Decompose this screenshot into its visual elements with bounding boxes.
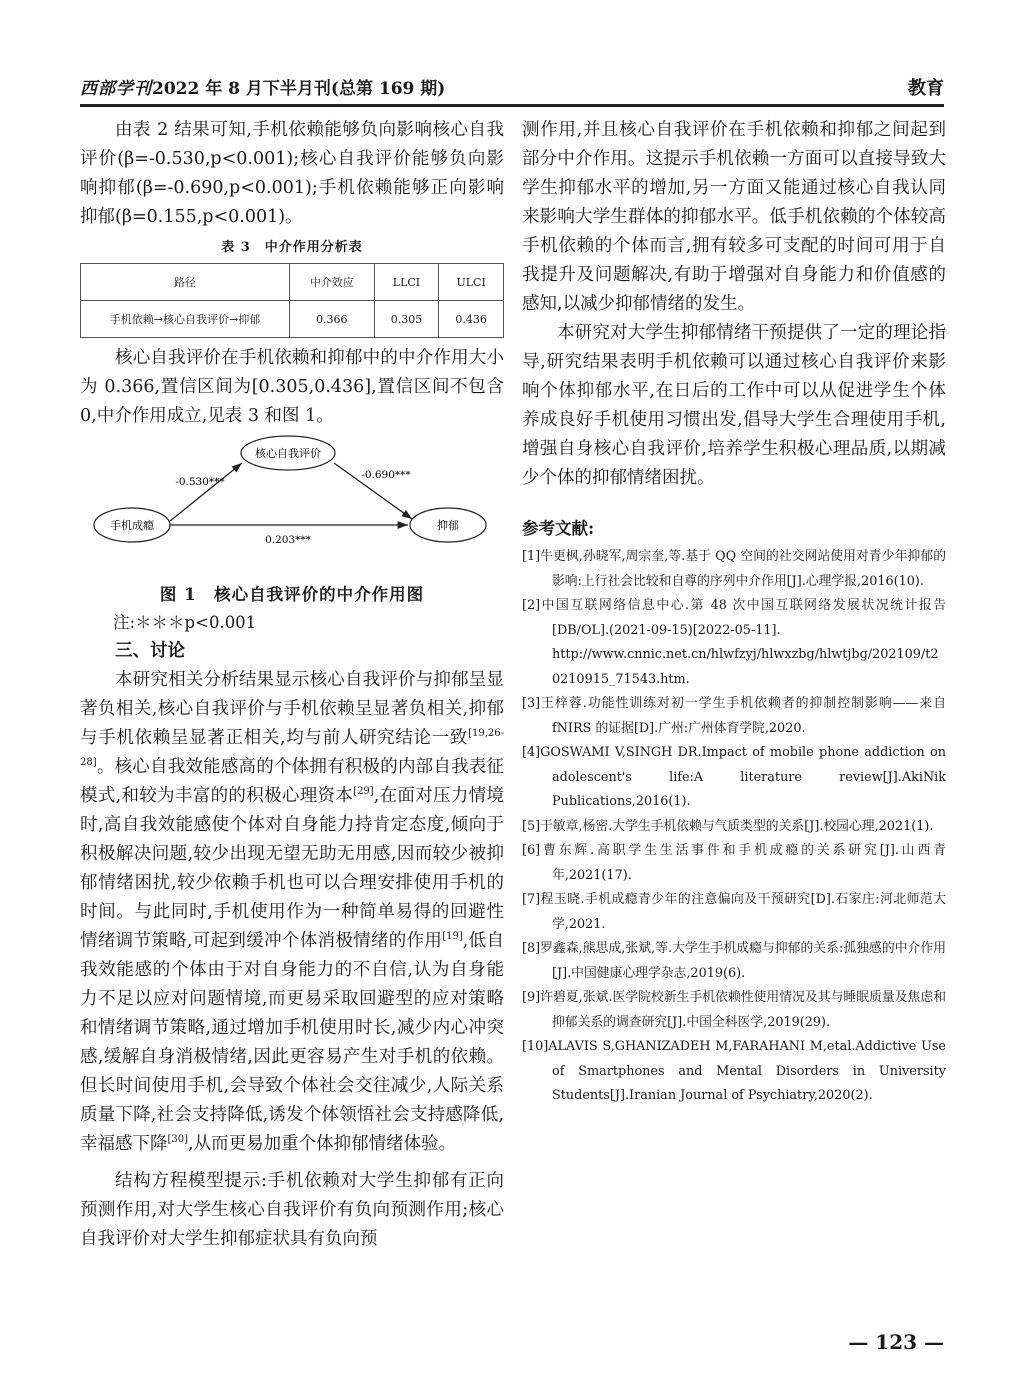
reference-item: [7]程玉晓.手机成瘾青少年的注意偏向及干预研究[D].石家庄:河北师范大学,2021. xyxy=(522,892,946,932)
issue-info: 2022 年 8 月下半月刊(总第 169 期) xyxy=(152,79,446,99)
citation-29: [29] xyxy=(353,786,374,798)
mediation-figure xyxy=(80,433,504,575)
discussion-text-5: ,从而更易加重个体抑郁情绪体验。 xyxy=(188,1134,457,1154)
table-header-row xyxy=(81,264,504,301)
coef-c-label: 0.203*** xyxy=(265,534,311,546)
table-cell-effect: 0.366 xyxy=(290,301,375,338)
node-top-label: 核心自我评价 xyxy=(255,447,321,460)
journal-logo: 西部学刊 xyxy=(80,79,152,99)
reference-item: [6]曹东辉.高职学生生活事件和手机成瘾的关系研究[J].山西青年,2021(17). xyxy=(522,843,946,883)
reference-item: [3]王梓蓉.功能性训练对初一学生手机依赖者的抑制控制影响——来自 fNIRS 的证据[D].广州:广州体育学院,2020. xyxy=(522,696,946,736)
discussion-text-3: ,在面对压力情境时,高自我效能感使个体对自身能力持肯定态度,倾向于积极解决问题,较少出现无望无助无用感,因而较少被抑郁情绪困扰,较少依赖手机也可以合理安排使用手机的时间。与此同时,手机使用作为一种简单易得的回避性情绪调节策略,可起到缓冲个体消极情绪的作用 xyxy=(80,786,505,951)
figure-note: 注:＊＊＊p<0.001 xyxy=(113,613,257,632)
paragraph-continued: 测作用,并且核心自我评价在手机依赖和抑郁之间起到部分中介作用。这提示手机依赖一方面可以直接导致大学生抑郁水平的增加,另一方面又能通过核心自我认同来影响大学生群体的抑郁水平。低手机依赖的个体较高手机依赖的个体而言,拥有较多可支配的时间可用于自我提升及问题解决,有助于增强对自身能力和价值感的感知,以减少抑郁情绪的发生。 xyxy=(522,120,946,314)
references-title: 参考文献: xyxy=(522,519,595,538)
figure-caption: 图 1 核心自我评价的中介作用图 xyxy=(159,585,425,604)
table-cell-llci: 0.305 xyxy=(374,301,439,338)
table-header-effect: 中介效应 xyxy=(290,264,375,301)
reference-url[interactable]: http://www.cnnic.net.cn/hlwfzyj/hlwxzbg/hlwtjbg/202109/t20210915_71543.htm. xyxy=(552,647,939,687)
section-heading-discussion: 三、讨论 xyxy=(115,641,185,661)
mediation-diagram xyxy=(80,433,504,575)
page-number: — 123 — xyxy=(848,1330,944,1354)
table-cell-ulci: 0.436 xyxy=(439,301,504,338)
mediation-table xyxy=(80,263,504,338)
paragraph-discussion xyxy=(80,666,504,1159)
paragraph-conclusion: 本研究对大学生抑郁情绪干预提供了一定的理论指导,研究结果表明手机依赖可以通过核心自我评价来影响个体抑郁水平,在日后的工作中可以从促进学生个体养成良好手机使用习惯出发,倡导大学生合理使用手机,增强自身核心自我评价,培养学生积极心理品质,以期减少个体的抑郁情绪困扰。 xyxy=(522,323,946,488)
table-caption: 表 3 中介作用分析表 xyxy=(221,240,363,255)
table-cell-path: 手机依赖→核心自我评价→抑郁 xyxy=(81,301,290,338)
reference-item: [4]GOSWAMI V,SINGH DR.Impact of mobile phone addiction on adolescent's life:A literature review[J].AkiNik Publications,2016(1). xyxy=(522,745,946,809)
reference-item: [10]ALAVIS S,GHANIZADEH M,FARAHANI M,etal.Addictive Use of Smartphones and Mental Disorders in University Students[J].Iranian Journal of Psychiatry,2020(2). xyxy=(522,1039,946,1103)
reference-item: [8]罗鑫森,熊思成,张斌,等.大学生手机成瘾与抑郁的关系:孤独感的中介作用[J].中国健康心理学杂志,2019(6). xyxy=(522,941,946,981)
reference-item xyxy=(522,594,946,692)
running-header xyxy=(80,72,944,102)
node-left-label: 手机成瘾 xyxy=(110,519,154,532)
reference-item: [5]于敏章,杨密.大学生手机依赖与气质类型的关系[J].校园心理,2021(1). xyxy=(522,818,934,834)
discussion-text-4: ,低自我效能感的个体由于对自身能力的不自信,认为自身能力不足以应对问题情境,而更易采取回避型的应对策略和情绪调节策略,通过增加手机使用时长,减少内心冲突感,缓解自身消极情绪,因此更容易产生对手机的依赖。但长时间使用手机,会导致个体社会交往减少,人际关系质量下降,社会支持降低,诱发个体领悟社会支持感降低,幸福感下降 xyxy=(80,931,504,1154)
node-right-label: 抑郁 xyxy=(437,519,459,532)
reference-list xyxy=(522,545,946,1109)
paragraph-mediation: 核心自我评价在手机依赖和抑郁中的中介作用大小为 0.366,置信区间为[0.305,0.436],置信区间不包含 0,中介作用成立,见表 3 和图 1。 xyxy=(80,348,504,426)
citation-19-26-28: [19,26-28] xyxy=(80,728,504,769)
table-header-path: 路径 xyxy=(81,264,290,301)
citation-30: [30] xyxy=(167,1134,189,1146)
journal-header-left xyxy=(80,74,445,99)
paragraph-sem: 结构方程模型提示:手机依赖对大学生抑郁有正向预测作用,对大学生核心自我评价有负向预测作用;核心自我评价对大学生抑郁症状具有负向预 xyxy=(80,1171,504,1249)
coef-b-label: -0.690*** xyxy=(361,469,411,481)
section-label: 教育 xyxy=(908,78,944,99)
discussion-text-1: 本研究相关分析结果显示核心自我评价与抑郁呈显著负相关,核心自我评价与手机依赖呈显著负相关,抑郁与手机依赖呈显著正相关,均与前人研究结论一致 xyxy=(80,670,504,748)
reference-item: [1]牛更枫,孙晓军,周宗奎,等.基于 QQ 空间的社交网站使用对青少年抑郁的影响:上行社会比较和自尊的序列中介作用[J].心理学报,2016(10). xyxy=(522,549,946,589)
citation-19: [19] xyxy=(442,931,463,943)
header-rule xyxy=(80,104,944,107)
discussion-text-2: 。核心自我效能感高的个体拥有积极的内部自我表征模式,和较为丰富的的积极心理资本 xyxy=(80,757,504,806)
table-row xyxy=(81,301,504,338)
reference-item: [9]许碧夏,张斌.医学院校新生手机依赖性使用情况及其与睡眠质量及焦虑和抑郁关系的调查研究[J].中国全科医学,2019(29). xyxy=(522,990,946,1030)
left-column xyxy=(80,116,504,1254)
right-column xyxy=(522,116,946,1109)
path-a-arrow xyxy=(170,463,242,521)
coef-a-label: -0.530*** xyxy=(175,476,225,488)
table-header-llci: LLCI xyxy=(374,264,439,301)
reference-text: [2]中国互联网络信息中心.第 48 次中国互联网络发展状况统计报告[DB/OL].(2021-09-15)[2022-05-11]. xyxy=(522,598,946,638)
paragraph-results: 由表 2 结果可知,手机依赖能够负向影响核心自我评价(β=-0.530,p<0.001);核心自我评价能够负向影响抑郁(β=-0.690,p<0.001);手机依赖能够正向影响抑郁(β=0.155,p<0.001)。 xyxy=(80,120,504,227)
table-header-ulci: ULCI xyxy=(439,264,504,301)
